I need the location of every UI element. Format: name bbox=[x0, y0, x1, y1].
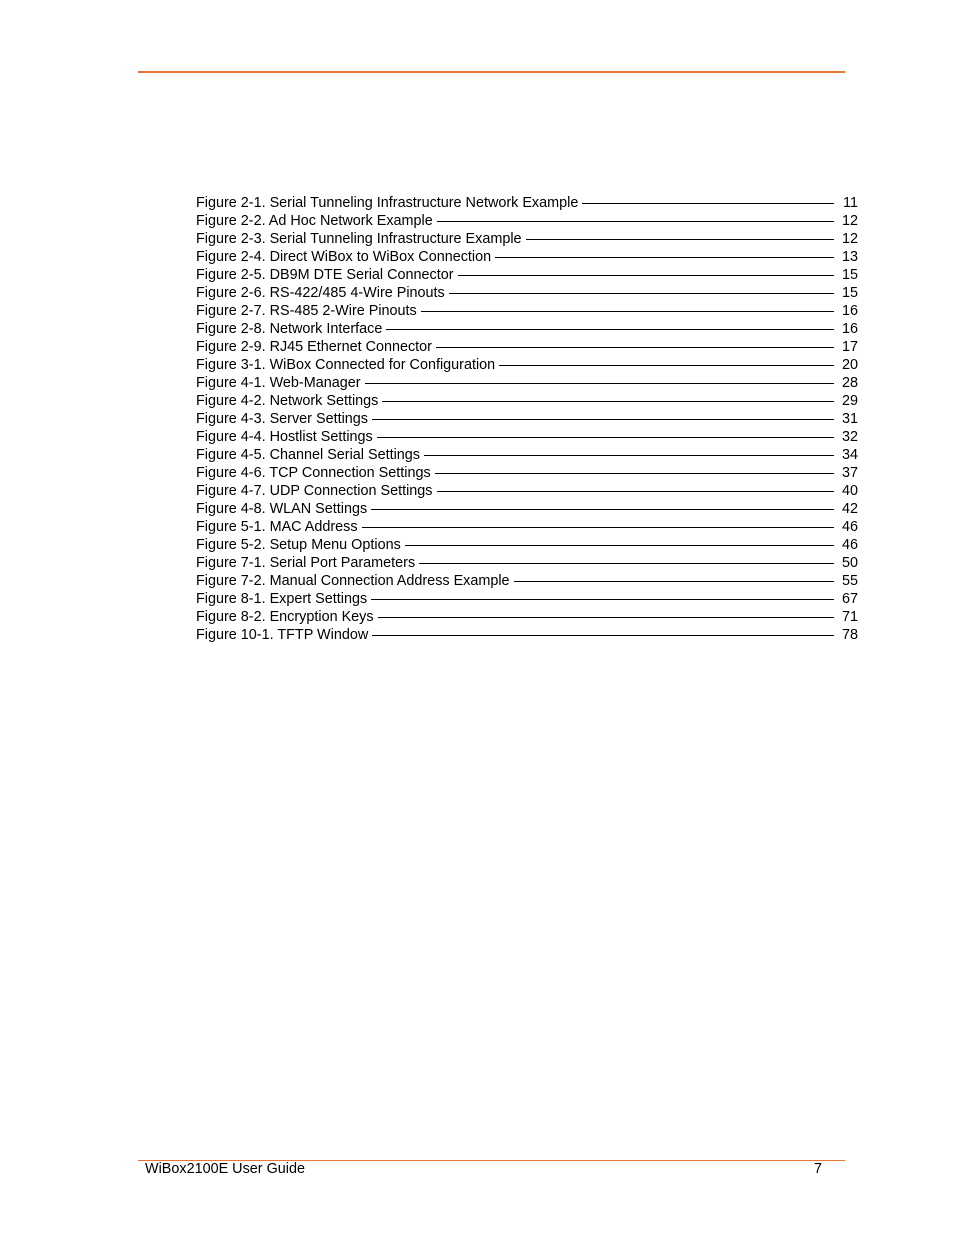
toc-entry-page: 42 bbox=[841, 501, 858, 517]
toc-entry-label: Figure 2-8. Network Interface bbox=[196, 321, 383, 337]
toc-leader-line bbox=[449, 293, 834, 294]
toc-leader-line bbox=[526, 239, 834, 240]
toc-entry[interactable] bbox=[196, 284, 858, 302]
toc-entry-page: 17 bbox=[841, 339, 858, 355]
footer-title: WiBox2100E User Guide bbox=[145, 1161, 305, 1177]
toc-entry[interactable] bbox=[196, 356, 858, 374]
toc-leader-line bbox=[437, 221, 834, 222]
toc-leader-line bbox=[382, 401, 834, 402]
toc-leader-line bbox=[437, 491, 834, 492]
toc-entry[interactable] bbox=[196, 554, 858, 572]
toc-entry[interactable] bbox=[196, 518, 858, 536]
toc-entry-label: Figure 4-2. Network Settings bbox=[196, 393, 379, 409]
toc-entry-page: 13 bbox=[841, 249, 858, 265]
toc-entry-page: 34 bbox=[841, 447, 858, 463]
footer-page-number: 7 bbox=[813, 1161, 822, 1177]
toc-entry-label: Figure 2-4. Direct WiBox to WiBox Connection bbox=[196, 249, 492, 265]
toc-leader-line bbox=[514, 581, 834, 582]
toc-entry[interactable] bbox=[196, 464, 858, 482]
toc-leader-line bbox=[371, 599, 834, 600]
toc-entry-page: 12 bbox=[841, 231, 858, 247]
toc-entry-label: Figure 10-1. TFTP Window bbox=[196, 627, 369, 643]
toc-entry[interactable] bbox=[196, 302, 858, 320]
toc-entry-label: Figure 4-4. Hostlist Settings bbox=[196, 429, 373, 445]
toc-entry[interactable] bbox=[196, 410, 858, 428]
toc-entry-page: 37 bbox=[841, 465, 858, 481]
toc-leader-line bbox=[386, 329, 834, 330]
toc-entry-label: Figure 5-1. MAC Address bbox=[196, 519, 358, 535]
toc-entry-label: Figure 4-7. UDP Connection Settings bbox=[196, 483, 433, 499]
toc-entry-label: Figure 2-3. Serial Tunneling Infrastructure Example bbox=[196, 231, 522, 247]
toc-entry-page: 16 bbox=[841, 321, 858, 337]
toc-entry-page: 31 bbox=[841, 411, 858, 427]
toc-entry-page: 32 bbox=[841, 429, 858, 445]
toc-entry[interactable] bbox=[196, 374, 858, 392]
toc-entry-page: 50 bbox=[841, 555, 858, 571]
toc-leader-line bbox=[436, 347, 834, 348]
toc-entry-label: Figure 4-5. Channel Serial Settings bbox=[196, 447, 420, 463]
toc-leader-line bbox=[421, 311, 834, 312]
toc-leader-line bbox=[372, 419, 834, 420]
toc-entry-label: Figure 4-6. TCP Connection Settings bbox=[196, 465, 431, 481]
toc-entry[interactable] bbox=[196, 608, 858, 626]
toc-entry[interactable] bbox=[196, 338, 858, 356]
toc-entry-page: 15 bbox=[841, 285, 858, 301]
toc-leader-line bbox=[499, 365, 834, 366]
toc-leader-line bbox=[371, 509, 834, 510]
toc-entry-page: 71 bbox=[841, 609, 858, 625]
list-of-figures bbox=[196, 194, 858, 644]
toc-leader-line bbox=[365, 383, 834, 384]
toc-entry[interactable] bbox=[196, 626, 858, 644]
toc-entry-page: 20 bbox=[841, 357, 858, 373]
toc-entry-label: Figure 2-5. DB9M DTE Serial Connector bbox=[196, 267, 454, 283]
toc-entry[interactable] bbox=[196, 266, 858, 284]
toc-entry-label: Figure 7-1. Serial Port Parameters bbox=[196, 555, 416, 571]
toc-entry-label: Figure 8-2. Encryption Keys bbox=[196, 609, 374, 625]
toc-entry-label: Figure 2-9. RJ45 Ethernet Connector bbox=[196, 339, 432, 355]
toc-entry[interactable] bbox=[196, 320, 858, 338]
toc-entry-page: 16 bbox=[841, 303, 858, 319]
toc-entry-label: Figure 2-6. RS-422/485 4-Wire Pinouts bbox=[196, 285, 445, 301]
toc-entry[interactable] bbox=[196, 446, 858, 464]
toc-leader-line bbox=[419, 563, 834, 564]
toc-entry[interactable] bbox=[196, 590, 858, 608]
toc-entry-page: 40 bbox=[841, 483, 858, 499]
header-rule bbox=[138, 71, 845, 73]
toc-entry-label: Figure 4-8. WLAN Settings bbox=[196, 501, 368, 517]
toc-leader-line bbox=[458, 275, 834, 276]
toc-leader-line bbox=[435, 473, 834, 474]
toc-entry-page: 28 bbox=[841, 375, 858, 391]
toc-entry-page: 67 bbox=[841, 591, 858, 607]
toc-entry-label: Figure 2-2. Ad Hoc Network Example bbox=[196, 213, 433, 229]
toc-entry-page: 12 bbox=[841, 213, 858, 229]
toc-leader-line bbox=[424, 455, 834, 456]
toc-entry[interactable] bbox=[196, 536, 858, 554]
toc-entry-page: 11 bbox=[843, 195, 858, 211]
toc-entry[interactable] bbox=[196, 194, 858, 212]
toc-entry-label: Figure 2-1. Serial Tunneling Infrastructure Network Example bbox=[196, 195, 579, 211]
toc-entry-label: Figure 2-7. RS-485 2-Wire Pinouts bbox=[196, 303, 417, 319]
toc-entry[interactable] bbox=[196, 500, 858, 518]
toc-entry-page: 15 bbox=[841, 267, 858, 283]
toc-entry-page: 78 bbox=[841, 627, 858, 643]
toc-entry-label: Figure 8-1. Expert Settings bbox=[196, 591, 368, 607]
toc-entry-page: 29 bbox=[841, 393, 858, 409]
toc-entry[interactable] bbox=[196, 428, 858, 446]
toc-entry-page: 46 bbox=[841, 519, 858, 535]
toc-leader-line bbox=[582, 203, 834, 204]
toc-leader-line bbox=[378, 617, 834, 618]
toc-leader-line bbox=[495, 257, 834, 258]
toc-entry-page: 46 bbox=[841, 537, 858, 553]
toc-leader-line bbox=[377, 437, 834, 438]
toc-entry-label: Figure 7-2. Manual Connection Address Example bbox=[196, 573, 510, 589]
toc-leader-line bbox=[372, 635, 834, 636]
toc-entry-page: 55 bbox=[841, 573, 858, 589]
toc-entry-label: Figure 3-1. WiBox Connected for Configuration bbox=[196, 357, 496, 373]
toc-entry[interactable] bbox=[196, 230, 858, 248]
toc-entry[interactable] bbox=[196, 392, 858, 410]
toc-entry[interactable] bbox=[196, 482, 858, 500]
toc-entry-label: Figure 4-1. Web-Manager bbox=[196, 375, 361, 391]
toc-entry[interactable] bbox=[196, 572, 858, 590]
toc-entry[interactable] bbox=[196, 248, 858, 266]
toc-entry-label: Figure 5-2. Setup Menu Options bbox=[196, 537, 401, 553]
toc-entry-label: Figure 4-3. Server Settings bbox=[196, 411, 368, 427]
toc-leader-line bbox=[405, 545, 834, 546]
toc-entry[interactable] bbox=[196, 212, 858, 230]
toc-leader-line bbox=[362, 527, 834, 528]
